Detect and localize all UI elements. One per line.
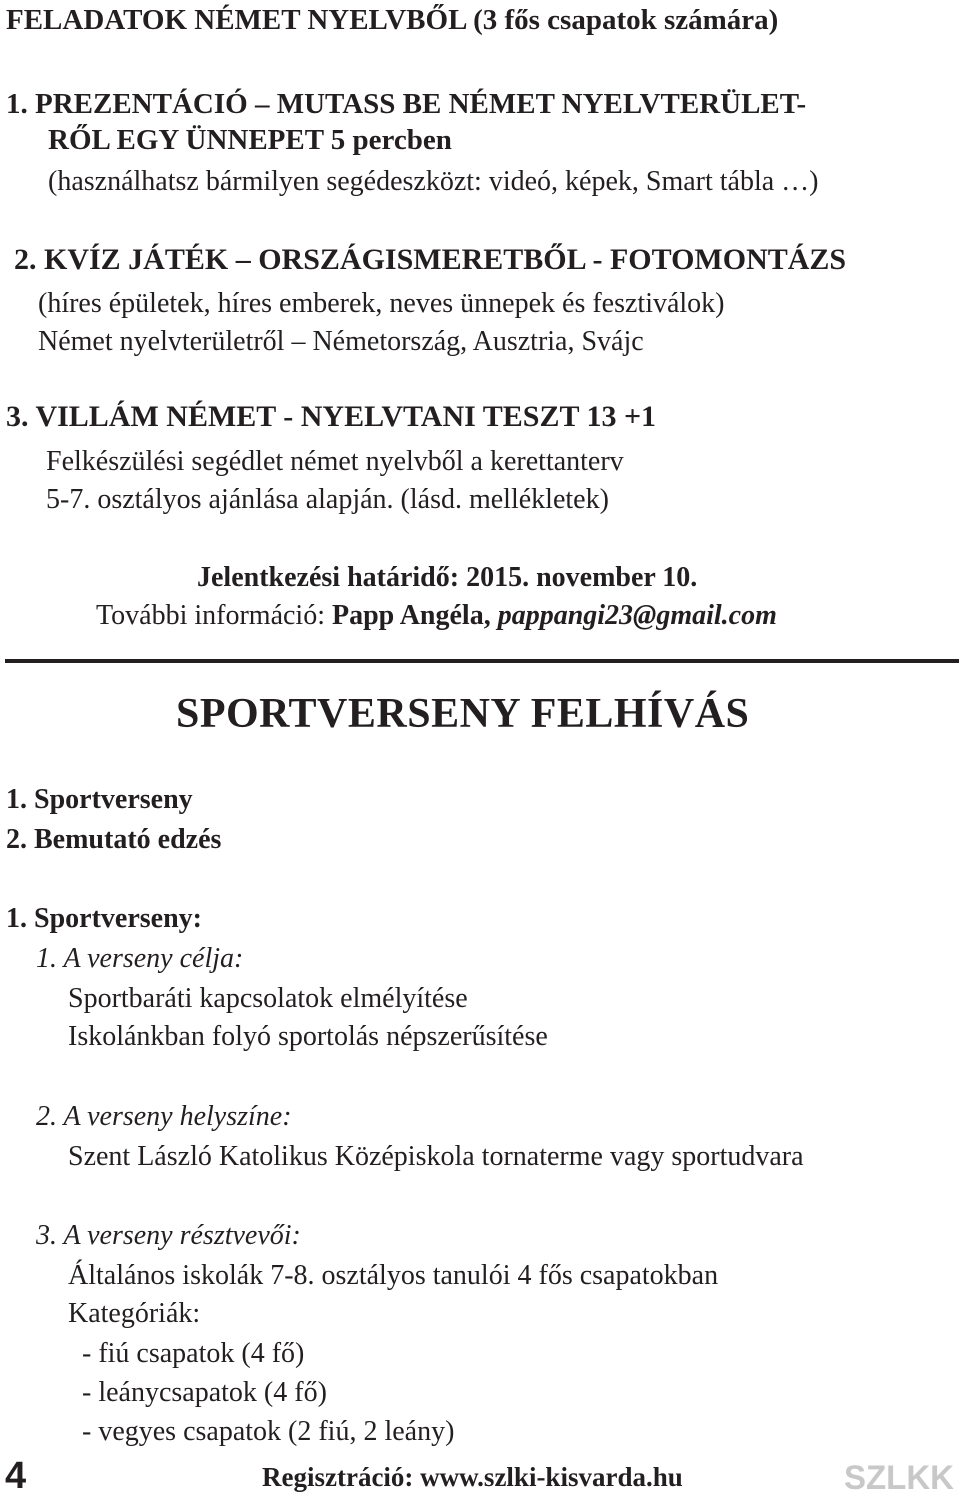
page-number: 4: [5, 1455, 27, 1497]
contact-info: [96, 600, 777, 632]
category-2: - leánycsapatok (4 fő): [82, 1377, 327, 1408]
sport-list-item-2: 2. Bemutató edzés: [6, 824, 222, 855]
section-2-title: 2. KVÍZ JÁTÉK – ORSZÁGISMERETBŐL - FOTOMONTÁZS: [14, 243, 847, 276]
section-2-text-line2: Német nyelvterületről – Németország, Ausztria, Svájc: [38, 326, 644, 357]
deadline: Jelentkezési határidő: 2015. november 10.: [197, 562, 698, 593]
goal-line-2: Iskolánkban folyó sportolás népszerűsítése: [68, 1021, 548, 1052]
section-1-title-line2: RŐL EGY ÜNNEPET 5 percben: [48, 124, 452, 156]
sport-subtitle: 1. Sportverseny:: [6, 903, 202, 934]
section-3-text-line1: Felkészülési segédlet német nyelvből a kerettanterv: [46, 446, 624, 477]
goal-line-1: Sportbaráti kapcsolatok elmélyítése: [68, 983, 468, 1014]
contact-name: Papp Angéla,: [331, 600, 498, 631]
category-3: - vegyes csapatok (2 fiú, 2 leány): [82, 1416, 455, 1447]
contact-email[interactable]: pappangi23@gmail.com: [497, 600, 777, 631]
sport-title: SPORTVERSENY FELHÍVÁS: [176, 691, 750, 737]
participants-line-1: Általános iskolák 7-8. osztályos tanulói 4 fős csapatokban: [68, 1260, 719, 1291]
page-header: FELADATOK NÉMET NYELVBŐL (3 fős csapatok számára): [6, 4, 779, 36]
goal-heading: 1. A verseny célja:: [36, 943, 244, 974]
section-2-text-line1: (híres épületek, híres emberek, neves ünnepek és fesztiválok): [38, 288, 725, 319]
contact-prefix: További információ:: [96, 600, 332, 631]
sport-list-item-1: 1. Sportverseny: [6, 784, 193, 815]
szlkk-logo: [844, 1458, 956, 1494]
section-3-title: 3. VILLÁM NÉMET - NYELVTANI TESZT 13 +1: [6, 400, 657, 433]
participants-line-2: Kategóriák:: [68, 1298, 201, 1329]
category-1: - fiú csapatok (4 fő): [82, 1338, 305, 1369]
section-3-text-line2: 5-7. osztályos ajánlása alapján. (lásd. mellékletek): [46, 484, 609, 515]
venue-heading: 2. A verseny helyszíne:: [36, 1101, 292, 1132]
registration-link[interactable]: Regisztráció: www.szlki-kisvarda.hu: [262, 1462, 683, 1492]
venue-line-1: Szent László Katolikus Középiskola tornaterme vagy sportudvara: [68, 1141, 804, 1172]
participants-heading: 3. A verseny résztvevői:: [36, 1220, 301, 1251]
section-1-title-line1: 1. PREZENTÁCIÓ – MUTASS BE NÉMET NYELVTERÜLET-: [6, 88, 807, 120]
section-1-text: (használhatsz bármilyen segédeszközt: videó, képek, Smart tábla …): [48, 166, 819, 197]
section-divider: [5, 659, 959, 663]
logo-text: SZLKK: [844, 1459, 955, 1494]
